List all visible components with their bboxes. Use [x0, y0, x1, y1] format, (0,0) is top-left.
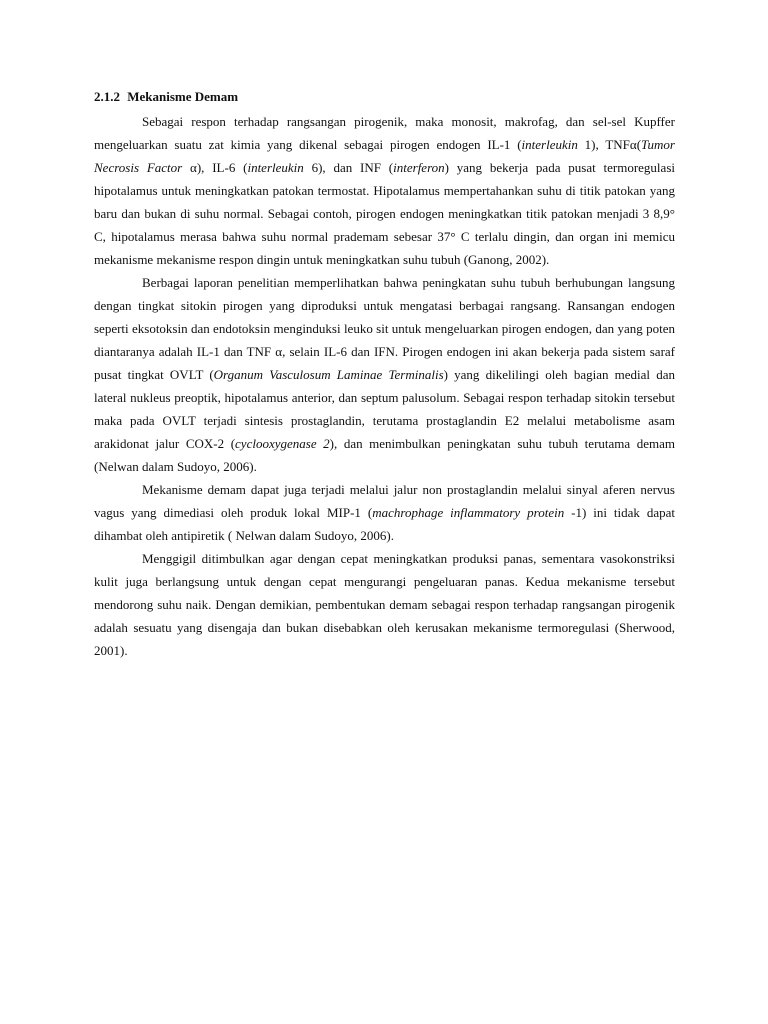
document-body	[94, 110, 675, 662]
italic-term: cyclooxygenase 2	[235, 436, 330, 451]
italic-term: interleukin	[247, 160, 304, 175]
text-run: ), dan menimbulkan peningkatan suhu tubuh terutama demam (Nelwan dalam Sudoyo, 2006).	[94, 436, 675, 474]
text-run: α), IL-6 (	[182, 160, 248, 175]
text-run: Menggigil ditimbulkan agar dengan cepat meningkatkan produksi panas, sementara vasokonstriksi kulit juga berlangsung untuk dengan cepat mengurangi pengeluaran panas. Kedua mekanisme tersebut mendorong suhu naik. Dengan demikian, pembentukan demam sebagai respon terhadap rangsangan pirogenik adalah sesuatu yang disengaja dan bukan disebabkan oleh kerusakan mekanisme termoregulasi (Sherwood, 2001).	[94, 551, 675, 658]
section-heading	[94, 89, 238, 105]
paragraph-4	[94, 547, 675, 662]
italic-term: machrophage inflammatory protein	[372, 505, 565, 520]
paragraph-3	[94, 478, 675, 547]
paragraph-1	[94, 110, 675, 271]
text-run: 1), TNFα(	[577, 137, 642, 152]
italic-term: interferon	[393, 160, 445, 175]
paragraph-2	[94, 271, 675, 478]
text-run: ) yang dikelilingi oleh bagian medial dan lateral nukleus preoptik, hipotalamus anterior, dan septum palusolum. Sebagai respon terhadap sitokin tersebut maka pada OVLT terjadi sintesis prostaglandin, terutama prostaglandin E2 melalui metabolisme asam arakidonat jalur COX-2 (	[94, 367, 675, 451]
italic-term: Organum Vasculosum Laminae Terminalis	[213, 367, 444, 382]
text-run: Berbagai laporan penelitian memperlihatkan bahwa peningkatan suhu tubuh berhubungan langsung dengan tingkat sitokin pirogen yang diproduksi untuk mengatasi berbagai rangsang. Ransangan endogen seperti eksotoksin dan endotoksin menginduksi leuko sit untuk mengeluarkan pirogen endogen, dan yang poten diantaranya adalah IL-1 dan TNF α, selain IL-6 dan IFN. Pirogen endogen ini akan bekerja pada sistem saraf pusat tingkat OVLT (	[94, 275, 675, 382]
section-number: 2.1.2	[94, 89, 120, 104]
text-run: Mekanisme demam dapat juga terjadi melalui jalur non prostaglandin melalui sinyal aferen nervus vagus yang dimediasi oleh produk lokal MIP-1 (	[94, 482, 675, 520]
text-run: Sebagai respon terhadap rangsangan pirogenik, maka monosit, makrofag, dan sel-sel Kupffer mengeluarkan suatu zat kimia yang dikenal sebagai pirogen endogen IL-1 (	[94, 114, 675, 152]
section-title: Mekanisme Demam	[127, 89, 239, 104]
text-run: -1) ini tidak dapat dihambat oleh antipiretik ( Nelwan dalam Sudoyo, 2006).	[94, 505, 675, 543]
text-run: ) yang bekerja pada pusat termoregulasi hipotalamus untuk meningkatkan patokan termostat. Hipotalamus mempertahankan suhu di titik patokan yang baru dan bukan di suhu normal. Sebagai contoh, pirogen endogen meningkatkan titik patokan menjadi 3 8,9° C, hipotalamus merasa bahwa suhu normal prademam sebesar 37° C terlalu dingin, dan organ ini memicu mekanisme mekanisme respon dingin untuk meningkatkan suhu tubuh (Ganong, 2002).	[94, 160, 675, 267]
italic-term: interleukin	[521, 137, 578, 152]
italic-term: Tumor Necrosis Factor	[94, 137, 675, 175]
text-run: 6), dan INF (	[303, 160, 394, 175]
